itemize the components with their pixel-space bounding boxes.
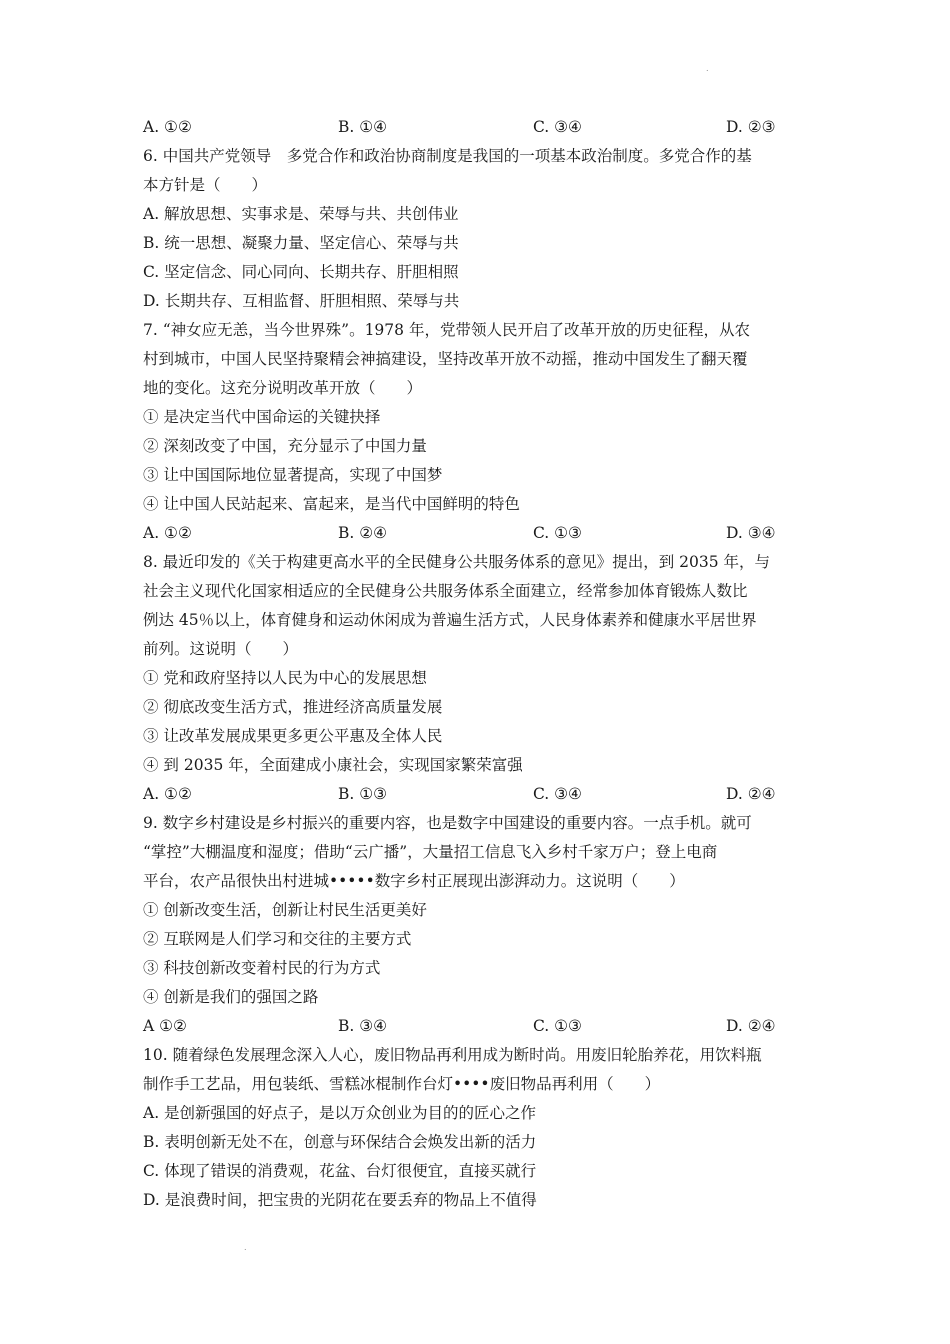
- question-9: [143, 809, 811, 1041]
- question-content: [143, 113, 811, 1215]
- q9-statement-1: ① 创新改变生活，创新让村民生活更美好: [143, 901, 427, 919]
- q10-choice-d[interactable]: D. 是浪费时间，把宝贵的光阴花在要丢弃的物品上不值得: [143, 1191, 537, 1209]
- question-8: [143, 548, 811, 809]
- q8-stem-line: 前列。这说明（ ）: [143, 640, 299, 658]
- q8-statement-1: ① 党和政府坚持以人民为中心的发展思想: [143, 669, 427, 687]
- q7-stem-line: 村到城市，中国人民坚持聚精会神搞建设，坚持改革开放不动摇，推动中国发生了翻天覆: [143, 350, 748, 368]
- q9-statement-3: ③ 科技创新改变着村民的行为方式: [143, 959, 381, 977]
- q7-stem-line: 7. “神女应无恙，当今世界殊”。1978 年，党带领人民开启了改革开放的历史征程，从农: [143, 321, 750, 339]
- q8-statement-3: ③ 让改革发展成果更多更公平惠及全体人民: [143, 727, 443, 745]
- q9-option-a[interactable]: A ①②: [143, 1017, 187, 1035]
- q5-options: [143, 113, 811, 142]
- q7-statement-1: ① 是决定当代中国命运的关键抉择: [143, 408, 381, 426]
- q9-option-c[interactable]: C. ①③: [533, 1017, 582, 1035]
- q6-stem-line: 本方针是（ ）: [143, 176, 268, 194]
- question-6: [143, 142, 811, 316]
- q8-statement-2: ② 彻底改变生活方式，推进经济高质量发展: [143, 698, 443, 716]
- q7-stem-line: 地的变化。这充分说明改革开放（ ）: [143, 379, 423, 397]
- q7-statement-4: ④ 让中国人民站起来、富起来，是当代中国鲜明的特色: [143, 495, 520, 513]
- q5-option-c[interactable]: C. ③④: [533, 118, 582, 136]
- q8-option-c[interactable]: C. ③④: [533, 785, 582, 803]
- q8-options: [143, 780, 811, 809]
- q10-stem-line: 10. 随着绿色发展理念深入人心，废旧物品再利用成为断时尚。用废旧轮胎养花，用饮料瓶: [143, 1046, 762, 1064]
- q5-option-b[interactable]: B. ①④: [338, 118, 388, 136]
- q10-choice-b[interactable]: B. 表明创新无处不在，创意与环保结合会焕发出新的活力: [143, 1133, 537, 1151]
- q9-stem-line: “掌控”大棚温度和湿度；借助“云广播”，大量招工信息飞入乡村千家万户；登上电商: [143, 843, 718, 861]
- q8-option-b[interactable]: B. ①③: [338, 785, 388, 803]
- q7-statement-3: ③ 让中国国际地位显著提高，实现了中国梦: [143, 466, 443, 484]
- question-10: [143, 1041, 811, 1215]
- q7-option-b[interactable]: B. ②④: [338, 524, 388, 542]
- q6-choice-a[interactable]: A. 解放思想、实事求是、荣辱与共、共创伟业: [143, 205, 459, 223]
- q9-option-d[interactable]: D. ②④: [726, 1017, 776, 1035]
- q7-option-d[interactable]: D. ③④: [726, 524, 776, 542]
- q6-choice-c[interactable]: C. 坚定信念、同心同向、长期共存、肝胆相照: [143, 263, 459, 281]
- q7-option-a[interactable]: A. ①②: [143, 524, 192, 542]
- q10-choice-c[interactable]: C. 体现了错误的消费观，花盆、台灯很便宜，直接买就行: [143, 1162, 537, 1180]
- question-7: [143, 316, 811, 548]
- q8-option-a[interactable]: A. ①②: [143, 785, 192, 803]
- q8-stem-line: 例达 45％以上，体育健身和运动休闲成为普遍生活方式，人民身体素养和健康水平居世界: [143, 611, 757, 629]
- q6-choice-d[interactable]: D. 长期共存、互相监督、肝胆相照、荣辱与共: [143, 292, 460, 310]
- q10-stem-line: 制作手工艺品，用包装纸、雪糕冰棍制作台灯••••废旧物品再利用（ ）: [143, 1075, 661, 1093]
- q6-choice-b[interactable]: B. 统一思想、凝聚力量、坚定信心、荣辱与共: [143, 234, 459, 252]
- q9-statement-4: ④ 创新是我们的强国之路: [143, 988, 319, 1006]
- q9-stem-line: 9. 数字乡村建设是乡村振兴的重要内容，也是数字中国建设的重要内容。一点手机。就可: [143, 814, 752, 832]
- q5-option-d[interactable]: D. ②③: [726, 118, 776, 136]
- q5-option-a[interactable]: A. ①②: [143, 118, 192, 136]
- q9-option-b[interactable]: B. ③④: [338, 1017, 388, 1035]
- q8-statement-4: ④ 到 2035 年，全面建成小康社会，实现国家繁荣富强: [143, 756, 523, 774]
- q7-option-c[interactable]: C. ①③: [533, 524, 582, 542]
- q7-options: [143, 519, 811, 548]
- top-page-mark: .: [706, 64, 709, 73]
- q6-stem-line: 6. 中国共产党领导 多党合作和政治协商制度是我国的一项基本政治制度。多党合作的基: [143, 147, 752, 165]
- q8-stem-line: 8. 最近印发的《关于构建更高水平的全民健身公共服务体系的意见》提出，到 2035 年，与: [143, 553, 771, 571]
- q10-choice-a[interactable]: A. 是创新强国的好点子，是以万众创业为目的的匠心之作: [143, 1104, 537, 1122]
- q7-statement-2: ② 深刻改变了中国，充分显示了中国力量: [143, 437, 427, 455]
- bottom-page-mark: .: [244, 1243, 247, 1252]
- q9-options: [143, 1012, 811, 1041]
- q8-stem-line: 社会主义现代化国家相适应的全民健身公共服务体系全面建立，经常参加体育锻炼人数比: [143, 582, 748, 600]
- q9-stem-line: 平台，农产品很快出村进城•••••数字乡村正展现出澎湃动力。这说明（ ）: [143, 872, 685, 890]
- q9-statement-2: ② 互联网是人们学习和交往的主要方式: [143, 930, 412, 948]
- q8-option-d[interactable]: D. ②④: [726, 785, 776, 803]
